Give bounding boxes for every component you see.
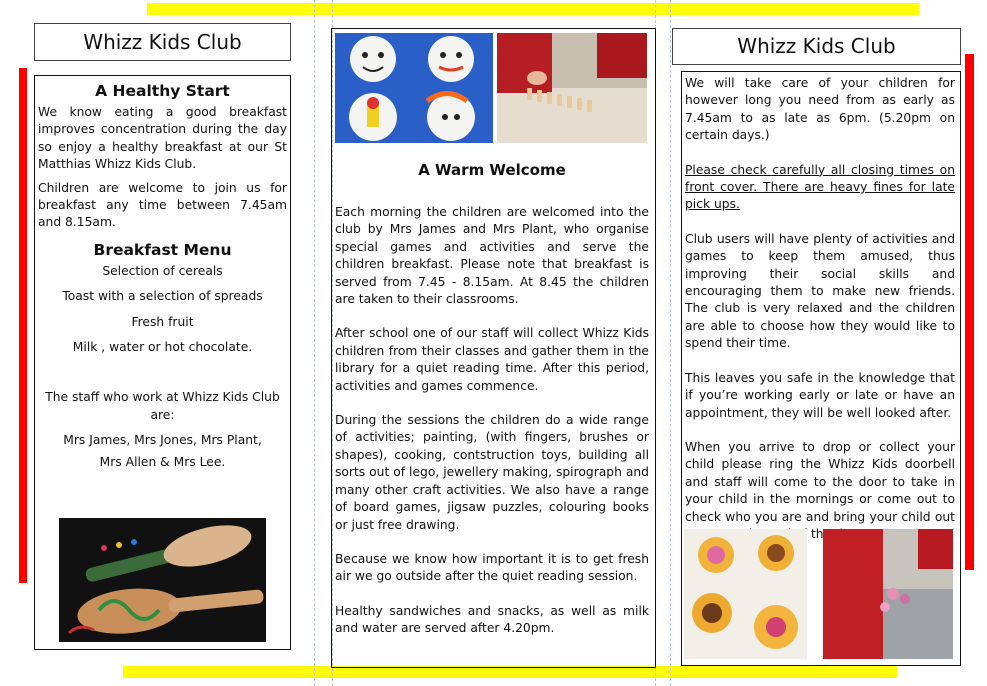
healthy-start-heading: A Healthy Start	[95, 82, 230, 100]
staff-names-line-1: Mrs James, Mrs Jones, Mrs Plant,	[63, 433, 262, 448]
middle-paragraph: Each morning the children are welcomed into the club by Mrs James and Mrs Plant, who organise special games and activities and serve the children breakfast. Please note that breakfast is served from 7.45 - 8.15am. At 8.45 the children are taken to their classrooms.	[335, 205, 649, 307]
children-crafting-photo	[823, 529, 953, 659]
right-red-bar	[965, 54, 974, 570]
care-hours-text: We will take care of your children for however long you need from as early as 7.45am to as late as 6pm. (5.20pm on certain days.)	[685, 76, 955, 143]
menu-item: Toast with a selection of spreads	[62, 289, 263, 304]
top-yellow-bar	[147, 3, 919, 15]
middle-paragraph: Healthy sandwiches and snacks, as well as milk and water are served after 4.20pm.	[335, 603, 649, 636]
fold-line-4	[670, 0, 671, 686]
staff-intro-text: The staff who work at Whizz Kids Club are:	[45, 390, 280, 422]
left-title-box	[34, 23, 291, 61]
middle-text-column	[335, 161, 649, 638]
menu-item: Fresh fruit	[131, 314, 194, 329]
healthy-start-text-2: Children are welcome to join us for breakfast any time between 7.45am and 8.15am.	[38, 180, 287, 230]
warm-welcome-heading: A Warm Welcome	[418, 161, 566, 179]
middle-paragraph: Because we know how important it is to get fresh air we go outside after the quiet reading session.	[335, 551, 649, 584]
healthy-start-text-1: We know eating a good breakfast improves concentration during the day so enjoy a healthy breakfast at our St Matthias Whizz Kids Club.	[38, 105, 287, 172]
staff-names-line-2: Mrs Allen & Mrs Lee.	[99, 454, 226, 469]
menu-item: Milk , water or hot chocolate.	[72, 340, 253, 355]
spoon-craft-photo	[59, 518, 266, 642]
children-building-photo	[497, 33, 647, 143]
middle-paragraph: During the sessions the children do a wide range of activities; painting, (with fingers, brushes or shapes), cooking, contstruction toys, building all sorts out of lego, jewellery making, spirograph and many other craft activities. We also have a range of board games, jigsaw puzzles, colouring books or just free drawing.	[335, 413, 649, 532]
right-title: Whizz Kids Club	[737, 34, 896, 58]
fold-line-1	[314, 0, 315, 686]
right-title-box	[672, 28, 961, 65]
right-text-column	[685, 75, 955, 543]
left-title: Whizz Kids Club	[83, 30, 242, 54]
reassurance-text: This leaves you safe in the knowledge that if you’re working early or late or have an appointment, they will be well looked after.	[685, 370, 955, 420]
menu-item: Selection of cereals	[102, 263, 223, 278]
closing-times-warning: Please check carefully all closing times on front cover. There are heavy fines for late pick ups.	[685, 162, 955, 212]
left-red-bar	[19, 68, 27, 583]
breakfast-menu-heading: Breakfast Menu	[93, 240, 232, 259]
middle-paragraph: After school one of our staff will collect Whizz Kids children from their classes and gather them in the library for a quiet reading time. After this period, activities and games commence.	[335, 326, 649, 393]
activities-text: Club users will have plenty of activities and games to keep them amused, thus improving their social skills and encouraging them to make new friends. The club is very relaxed and the children are able to choose how they would like to spend their time.	[685, 231, 955, 351]
paper-plate-faces-photo	[335, 33, 493, 143]
doorbell-text: When you arrive to drop or collect your child please ring the Whizz Kids doorbell and staff will come to the door to take in your child in the mornings or come out to check who you are and bring your child out the	[685, 439, 955, 541]
decorated-biscuits-photo	[684, 529, 807, 659]
